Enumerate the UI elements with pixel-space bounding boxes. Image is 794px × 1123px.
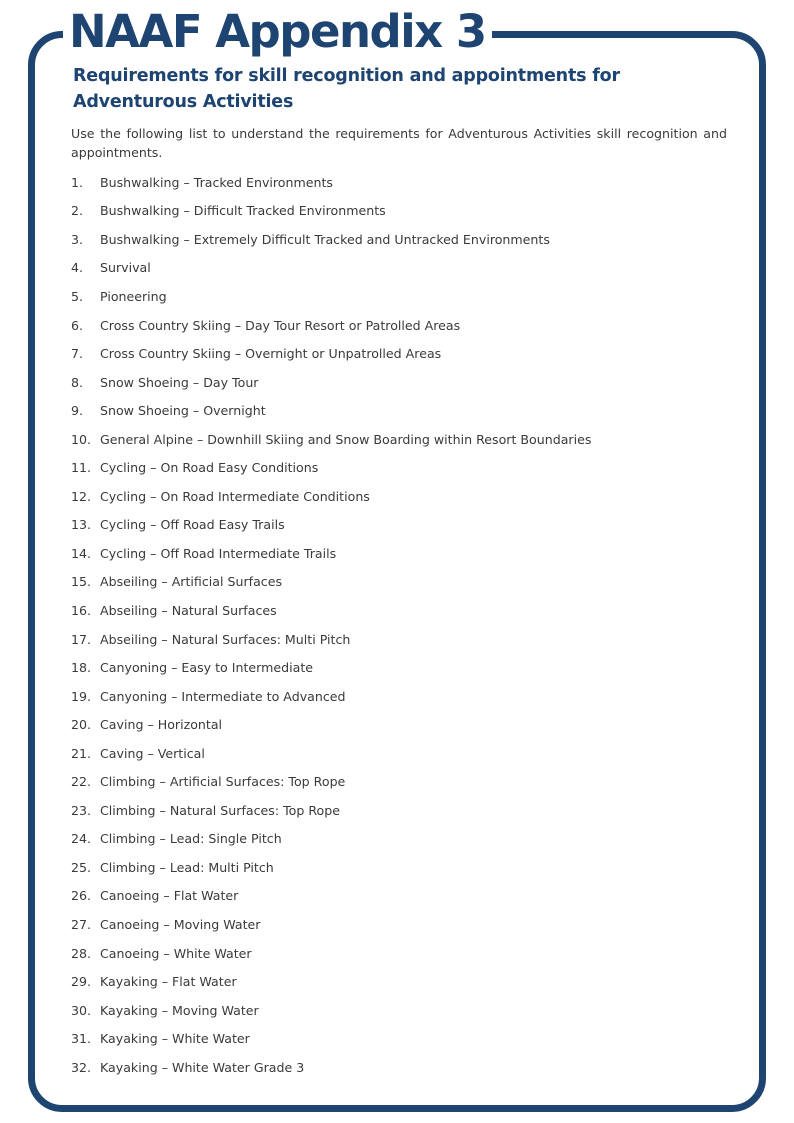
list-item-number: 31. <box>71 1031 92 1047</box>
list-item <box>71 1024 591 1053</box>
list-item <box>71 625 591 654</box>
list-item-label: Climbing – Natural Surfaces: Top Rope <box>100 802 340 818</box>
list-item-label: Pioneering <box>100 288 167 304</box>
activity-list <box>71 168 591 1082</box>
list-item-label: Climbing – Lead: Single Pitch <box>100 831 282 847</box>
list-item <box>71 825 591 854</box>
list-item-label: Bushwalking – Difficult Tracked Environments <box>100 203 386 219</box>
list-item-number: 5. <box>71 288 84 304</box>
list-item <box>71 282 591 311</box>
list-item-number: 8. <box>71 374 84 390</box>
list-item-label: Abseiling – Natural Surfaces: Multi Pitch <box>100 631 351 647</box>
list-item <box>71 653 591 682</box>
list-item <box>71 482 591 511</box>
list-item-label: General Alpine – Downhill Skiing and Snow Boarding within Resort Boundaries <box>100 431 592 447</box>
list-item-number: 2. <box>71 203 84 219</box>
list-item <box>71 539 591 568</box>
list-item-label: Kayaking – White Water Grade 3 <box>100 1059 305 1075</box>
list-item-label: Abseiling – Natural Surfaces <box>100 602 277 618</box>
list-item-label: Cycling – Off Road Easy Trails <box>100 517 285 533</box>
list-item-number: 19. <box>71 688 92 704</box>
list-item-label: Abseiling – Artificial Surfaces <box>100 574 283 590</box>
list-item-number: 32. <box>71 1059 92 1075</box>
list-item <box>71 882 591 911</box>
list-item-label: Bushwalking – Tracked Environments <box>100 174 333 190</box>
list-item-number: 20. <box>71 717 92 733</box>
list-item-number: 15. <box>71 574 92 590</box>
list-item <box>71 511 591 540</box>
list-item-number: 26. <box>71 888 92 904</box>
list-item <box>71 568 591 597</box>
list-item-label: Kayaking – Moving Water <box>100 1002 259 1018</box>
list-item <box>71 910 591 939</box>
list-item-number: 23. <box>71 802 92 818</box>
list-item <box>71 853 591 882</box>
list-item-label: Cross Country Skiing – Day Tour Resort or Patrolled Areas <box>100 317 461 333</box>
list-item <box>71 596 591 625</box>
list-item <box>71 1053 591 1082</box>
list-item-number: 17. <box>71 631 92 647</box>
list-item-number: 18. <box>71 660 92 676</box>
list-item <box>71 425 591 454</box>
list-item <box>71 225 591 254</box>
list-item-number: 29. <box>71 974 92 990</box>
list-item-label: Caving – Horizontal <box>100 717 223 733</box>
list-item-number: 25. <box>71 859 92 875</box>
list-item-label: Climbing – Artificial Surfaces: Top Rope <box>100 774 346 790</box>
list-item <box>71 368 591 397</box>
list-item-number: 14. <box>71 545 92 561</box>
list-item <box>71 311 591 340</box>
list-item <box>71 168 591 197</box>
list-item-number: 16. <box>71 602 92 618</box>
list-item-label: Canyoning – Intermediate to Advanced <box>100 688 346 704</box>
list-item-number: 30. <box>71 1002 92 1018</box>
list-item-number: 24. <box>71 831 92 847</box>
list-item <box>71 254 591 283</box>
list-item-number: 22. <box>71 774 92 790</box>
list-item <box>71 682 591 711</box>
list-item-label: Survival <box>100 260 151 276</box>
list-item <box>71 197 591 226</box>
list-item-number: 13. <box>71 517 92 533</box>
list-item-label: Canoeing – Moving Water <box>100 916 261 932</box>
list-item <box>71 796 591 825</box>
list-item-number: 3. <box>71 231 84 247</box>
list-item <box>71 739 591 768</box>
list-item-label: Snow Shoeing – Day Tour <box>100 374 259 390</box>
list-item-label: Canoeing – White Water <box>100 945 252 961</box>
list-item-number: 10. <box>71 431 92 447</box>
list-item-label: Cycling – Off Road Intermediate Trails <box>100 545 337 561</box>
list-item-label: Caving – Vertical <box>100 745 205 761</box>
list-item <box>71 339 591 368</box>
list-item-number: 6. <box>71 317 84 333</box>
title-container <box>63 4 492 60</box>
list-item-label: Cycling – On Road Intermediate Conditions <box>100 488 370 504</box>
list-item <box>71 967 591 996</box>
list-item-label: Canyoning – Easy to Intermediate <box>100 660 313 676</box>
list-item-label: Climbing – Lead: Multi Pitch <box>100 859 274 875</box>
list-item <box>71 396 591 425</box>
list-item-number: 12. <box>71 488 92 504</box>
list-item-number: 27. <box>71 916 92 932</box>
list-item-number: 9. <box>71 403 84 419</box>
list-item-label: Kayaking – White Water <box>100 1031 250 1047</box>
list-item-number: 7. <box>71 346 84 362</box>
page-title: NAAF Appendix 3 <box>69 5 486 58</box>
list-item-number: 11. <box>71 460 92 476</box>
intro-paragraph: Use the following list to understand the requirements for Adventurous Activities skill recognition and appointments. <box>71 126 727 160</box>
list-item <box>71 453 591 482</box>
list-item-number: 21. <box>71 745 92 761</box>
list-item-number: 28. <box>71 945 92 961</box>
list-item <box>71 996 591 1025</box>
list-item-label: Snow Shoeing – Overnight <box>100 403 266 419</box>
list-item <box>71 939 591 968</box>
list-item-label: Bushwalking – Extremely Difficult Tracked and Untracked Environments <box>100 231 550 247</box>
list-item <box>71 767 591 796</box>
list-item-number: 4. <box>71 260 84 276</box>
list-item-label: Cross Country Skiing – Overnight or Unpatrolled Areas <box>100 346 442 362</box>
list-item <box>71 710 591 739</box>
list-item-label: Canoeing – Flat Water <box>100 888 239 904</box>
list-item-number: 1. <box>71 174 84 190</box>
list-item-label: Kayaking – Flat Water <box>100 974 237 990</box>
list-item-label: Cycling – On Road Easy Conditions <box>100 460 319 476</box>
page-subtitle: Requirements for skill recognition and appointments for Adventurous Activities <box>73 66 620 112</box>
